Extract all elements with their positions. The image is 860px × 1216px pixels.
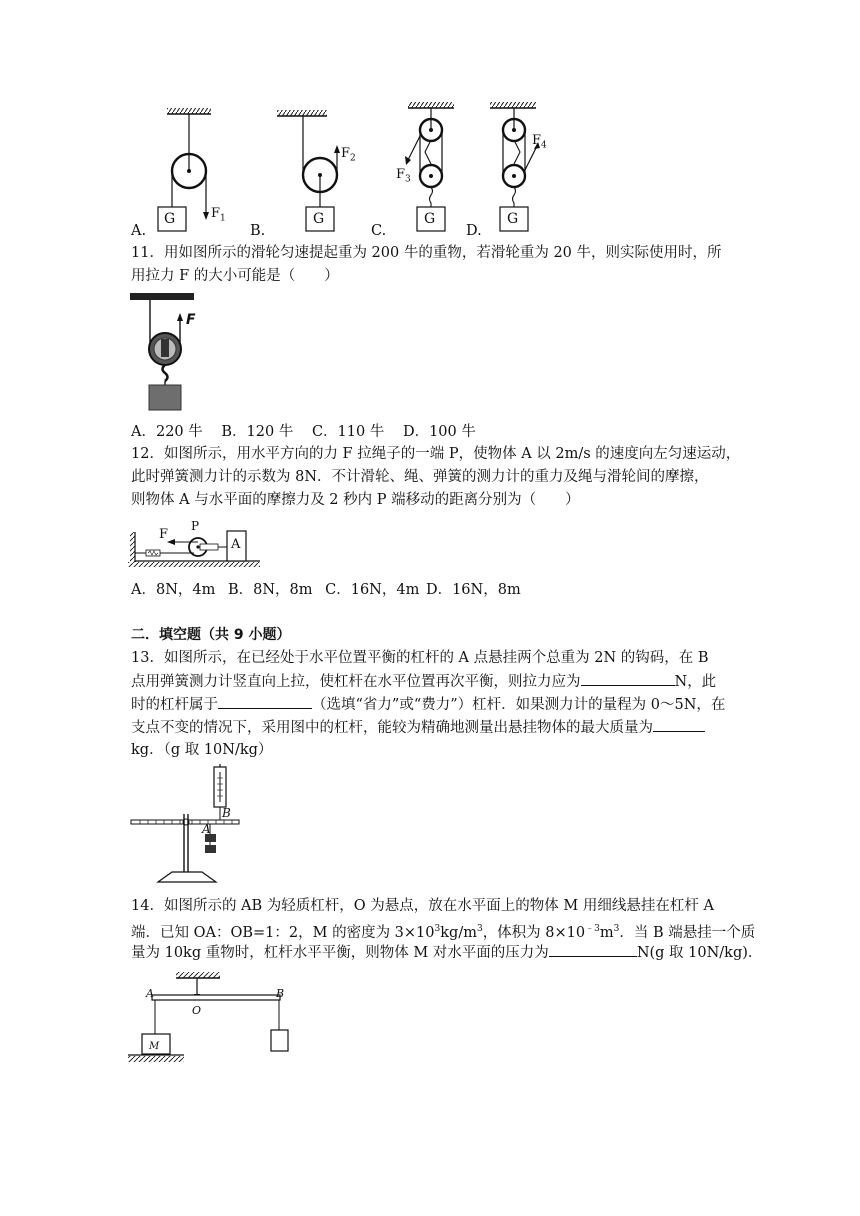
q14-text-line3 [131,942,762,963]
q11-options [131,422,476,442]
section-title-fill-in: 二．填空题（共 9 小题） [131,627,291,643]
q13-line3-text: 时的杠杆属于 [131,697,218,713]
q14-line3-text: 量为 10kg 重物时，杠杆水平平衡，则物体 M 对水平面的压力为 [131,945,549,961]
weight-label-a: G [164,211,176,227]
q12-text-line1: 12．如图所示，用水平方向的力 F 拉绳子的一端 P，使物体 A 以 2m/s 的速度向左匀速运动， [131,446,741,462]
q14-point-a-label: A [146,987,154,1000]
q14-lever-figure [128,968,298,1068]
weight-label-b: G [313,211,325,227]
q13-blank-max-mass[interactable] [653,717,705,732]
q14-blank-pressure[interactable] [549,942,637,957]
q12-block-a-label: A [231,537,241,552]
q13-text-line4 [131,717,705,738]
q11-option-d: D．100 牛 [402,424,476,440]
q13-text-line5: kg．（g 取 10N/kg） [131,742,273,758]
q11-force-label: F [186,312,196,328]
q11-option-b: B．120 牛 [221,424,294,440]
q11-option-a: A．220 牛 [131,424,203,440]
q14-line2-part4: m [599,925,614,941]
force-label-f4: $F_4$ [532,133,547,151]
q14-line2-part5: ．当 B 端悬挂一个质 [619,925,756,941]
q13-text-line1: 13．如图所示，在已经处于水平位置平衡的杠杆的 A 点悬挂两个总重为 2N 的钩码，在 B [131,650,709,666]
q14-line2-part3: ，体积为 8×10 [482,925,586,941]
weight-label-c: G [424,211,436,227]
q13-text-line3 [131,694,725,715]
q14-exp3: ﹣3 [585,924,600,934]
q14-object-m-label: M [149,1041,160,1052]
q14-exp1: 3 [434,924,441,934]
q10-option-d: D. [466,223,482,239]
q13-blank-lever-type[interactable] [218,694,312,709]
q14-text-line2 [131,919,755,943]
q10-option-b: B. [250,223,266,239]
q13-line2-text: 点用弹簧测力计竖直向上拉，使杠杆在水平位置再次平衡，则拉力应为 [131,674,581,690]
weight-label-d: G [507,211,519,227]
q14-exp2: 3 [476,924,483,934]
force-label-f2: $F_2$ [341,146,356,164]
figure-b-movable-pulley [277,110,340,231]
q12-text-line2: 此时弹簧测力计的示数为 8N．不计滑轮、绳、弹簧的测力计的重力及绳与滑轮间的摩擦， [131,469,709,485]
q13-point-a-label: A [202,822,211,836]
q14-line2-part2: kg/m [440,925,477,941]
q13-line3-tail: （选填“省力”或“费力”）杠杆．如果测力计的量程为 0～5N，在 [312,697,726,713]
q12-text-line3: 则物体 A 与水平面的摩擦力及 2 秒内 P 端移动的距离分别为（ ） [131,492,580,508]
q10-option-a: A. [131,223,147,239]
q12-option-c: C．16N，4m [325,582,420,598]
q12-option-d: D．16N，8m [425,582,521,598]
q14-point-b-label: B [276,987,285,1000]
q10-pulley-figures [125,100,545,240]
q14-pivot-o-label: O [192,1004,202,1017]
q12-option-b: B．8N，8m [227,582,313,598]
q13-lever-figure [128,764,248,886]
q14-line2-part1: 端．已知 OA：OB=1：2，M 的密度为 3×10 [131,925,435,941]
force-label-f3: $F_3$ [396,167,411,185]
q10-option-c: C. [371,223,387,239]
q14-text-line1: 14．如图所示的 AB 为轻质杠杆，O 为悬点，放在水平面上的物体 M 用细线悬挂在杠杆 A [131,898,714,914]
q12-point-p-label: P [191,519,200,533]
q12-force-label: F [159,527,169,542]
q13-point-b-label: B [222,806,231,820]
q14-line3-tail: N(g 取 10N/kg)． [636,945,763,961]
q12-option-a: A．8N，4m [131,582,216,598]
q13-line4-text: 支点不变的情况下，采用图中的杠杆，能较为精确地测量出悬挂物体的最大质量为 [131,720,653,736]
q11-text-line2: 用拉力 F 的大小可能是（ ） [131,268,339,284]
q11-text-line1: 11．用如图所示的滑轮匀速提起重为 200 牛的重物，若滑轮重为 20 牛，则实际使用时，所 [131,245,722,261]
q13-blank-force[interactable] [581,671,675,686]
q11-option-c: C．110 牛 [311,424,385,440]
q13-text-line2 [131,671,716,692]
q13-line2-tail: N，此 [674,674,717,690]
q11-pulley-figure [128,293,208,413]
force-label-f1: $F_1$ [211,206,226,224]
q14-exp4: 3 [613,924,620,934]
q12-options [131,580,521,600]
